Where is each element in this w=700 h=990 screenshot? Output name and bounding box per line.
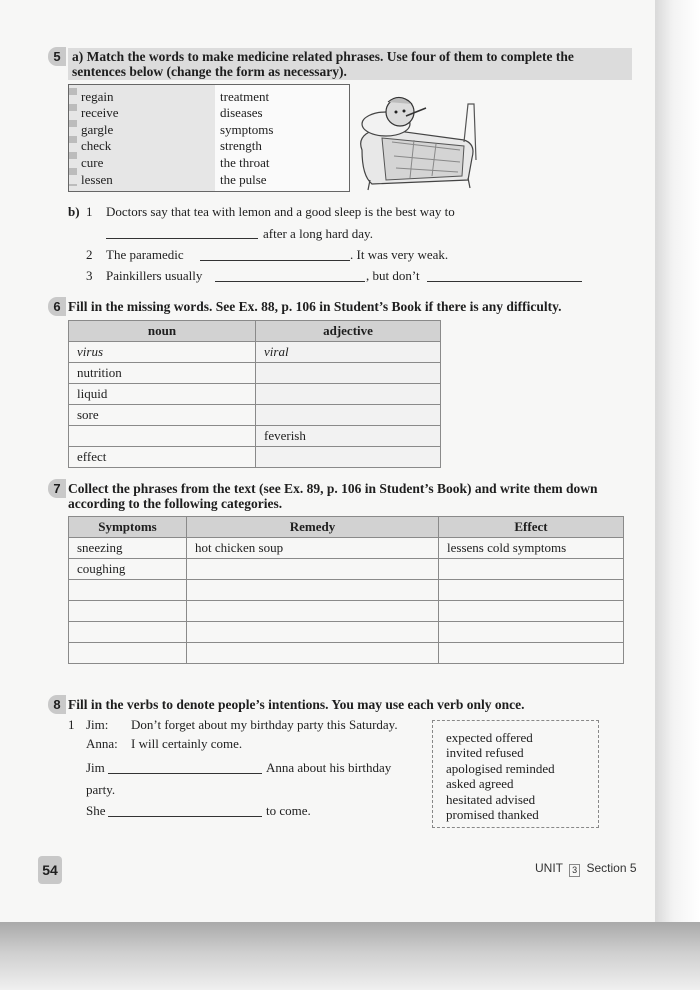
symptom-cell: coughing bbox=[69, 559, 187, 580]
exercise-8-number: 8 bbox=[48, 695, 66, 714]
symptom-cell[interactable] bbox=[69, 643, 187, 664]
effect-cell[interactable] bbox=[439, 559, 624, 580]
answer-blank[interactable] bbox=[106, 238, 258, 239]
table-row bbox=[69, 622, 624, 643]
answer-blank[interactable] bbox=[108, 773, 262, 774]
symptoms-remedy-effect-table bbox=[68, 516, 624, 664]
table-row bbox=[69, 426, 441, 447]
symptom-cell[interactable] bbox=[69, 601, 187, 622]
speaker-anna: Anna: bbox=[86, 736, 118, 751]
table-row bbox=[69, 559, 624, 580]
exercise-7-number: 7 bbox=[48, 479, 66, 498]
noun-adjective-table bbox=[68, 320, 441, 468]
sentence-3-start: Painkillers usually bbox=[106, 268, 203, 283]
jim-line: Don’t forget about my birthday party this Saturday. bbox=[131, 717, 398, 732]
left-word: cure bbox=[81, 155, 104, 170]
header-effect: Effect bbox=[439, 517, 624, 538]
exercise-7-instruction: Collect the phrases from the text (see Ex. 89, p. 106 in Student’s Book) and write them down according to the following categories. bbox=[68, 481, 598, 511]
table-row bbox=[69, 643, 624, 664]
sentence-1-number: 1 bbox=[86, 204, 93, 219]
unit-number: 3 bbox=[569, 864, 580, 877]
adjective-cell: viral bbox=[256, 342, 441, 363]
exercise-6-number: 6 bbox=[48, 297, 66, 316]
exercise-5-number: 5 bbox=[48, 47, 66, 66]
sentence-2-start: The paramedic bbox=[106, 247, 184, 262]
verb-pair: promised thanked bbox=[446, 807, 539, 822]
sentence-1-text: Doctors say that tea with lemon and a good sleep is the best way to bbox=[106, 204, 455, 219]
unit-section-label bbox=[535, 861, 637, 877]
page-edge bbox=[655, 0, 700, 990]
verb-pair: apologised reminded bbox=[446, 761, 555, 776]
left-word: regain bbox=[81, 89, 114, 104]
page-bottom-shadow bbox=[0, 922, 700, 990]
noun-cell: liquid bbox=[69, 384, 256, 405]
item-number: 1 bbox=[68, 717, 75, 732]
header-adjective: adjective bbox=[256, 321, 441, 342]
right-word: the throat bbox=[220, 155, 270, 170]
adjective-cell[interactable] bbox=[256, 384, 441, 405]
exercise-5-instruction: a) Match the words to make medicine related phrases. Use four of them to complete the sentences below (change the form as necessary). bbox=[68, 48, 632, 80]
table-row bbox=[69, 405, 441, 426]
answer-blank[interactable] bbox=[215, 281, 365, 282]
adjective-cell[interactable] bbox=[256, 363, 441, 384]
table-row bbox=[69, 580, 624, 601]
she-label: She bbox=[86, 803, 106, 818]
verb-pair: asked agreed bbox=[446, 776, 514, 791]
symptom-cell[interactable] bbox=[69, 622, 187, 643]
answer-blank[interactable] bbox=[200, 260, 350, 261]
table-row bbox=[69, 384, 441, 405]
right-word: treatment bbox=[220, 89, 270, 104]
sick-person-in-bed-illustration bbox=[352, 80, 480, 192]
party-text: party. bbox=[86, 782, 116, 797]
right-word: diseases bbox=[220, 105, 263, 120]
header-noun: noun bbox=[69, 321, 256, 342]
anna-about-text: Anna about his birthday bbox=[266, 760, 392, 775]
effect-cell: lessens cold symptoms bbox=[439, 538, 624, 559]
effect-cell[interactable] bbox=[439, 622, 624, 643]
remedy-cell[interactable] bbox=[187, 622, 439, 643]
symptom-cell[interactable] bbox=[69, 580, 187, 601]
sentence-3-mid: , but don’t bbox=[366, 268, 420, 283]
sentence-1-end: after a long hard day. bbox=[263, 226, 373, 241]
remedy-cell[interactable] bbox=[187, 643, 439, 664]
table-row bbox=[69, 342, 441, 363]
verb-pair: expected offered bbox=[446, 730, 533, 745]
answer-blank[interactable] bbox=[108, 816, 262, 817]
answer-blank[interactable] bbox=[427, 281, 582, 282]
adjective-cell: feverish bbox=[256, 426, 441, 447]
effect-cell[interactable] bbox=[439, 601, 624, 622]
table-row bbox=[69, 363, 441, 384]
remedy-cell: hot chicken soup bbox=[187, 538, 439, 559]
page-number: 54 bbox=[38, 856, 62, 884]
effect-cell[interactable] bbox=[439, 580, 624, 601]
part-b-label: b) bbox=[68, 204, 80, 219]
table-row bbox=[69, 601, 624, 622]
left-word: check bbox=[81, 138, 112, 153]
sentence-2-number: 2 bbox=[86, 247, 93, 262]
left-word: lessen bbox=[81, 172, 113, 187]
verb-pair: invited refused bbox=[446, 745, 524, 760]
right-word: symptoms bbox=[220, 122, 274, 137]
noun-cell[interactable] bbox=[69, 426, 256, 447]
header-symptoms: Symptoms bbox=[69, 517, 187, 538]
section-label: Section 5 bbox=[586, 861, 637, 875]
left-word: receive bbox=[81, 105, 119, 120]
effect-cell[interactable] bbox=[439, 643, 624, 664]
exercise-6-instruction: Fill in the missing words. See Ex. 88, p. 106 in Student’s Book if there is any difficulty. bbox=[68, 299, 562, 314]
right-word: strength bbox=[220, 138, 262, 153]
to-come-text: to come. bbox=[266, 803, 311, 818]
unit-label: UNIT bbox=[535, 861, 563, 875]
verb-pair: hesitated advised bbox=[446, 792, 536, 807]
sentence-3-number: 3 bbox=[86, 268, 93, 283]
jim-label: Jim bbox=[86, 760, 105, 775]
side-marks bbox=[69, 88, 77, 186]
header-remedy: Remedy bbox=[187, 517, 439, 538]
table-row bbox=[69, 538, 624, 559]
remedy-cell[interactable] bbox=[187, 601, 439, 622]
noun-cell: effect bbox=[69, 447, 256, 468]
right-word: the pulse bbox=[220, 172, 267, 187]
noun-cell: sore bbox=[69, 405, 256, 426]
sentence-2-end: . It was very weak. bbox=[350, 247, 449, 262]
table-row bbox=[69, 447, 441, 468]
noun-cell: virus bbox=[69, 342, 256, 363]
adjective-cell[interactable] bbox=[256, 405, 441, 426]
adjective-cell[interactable] bbox=[256, 447, 441, 468]
symptom-cell: sneezing bbox=[69, 538, 187, 559]
word-match-box bbox=[68, 84, 350, 192]
speaker-jim: Jim: bbox=[86, 717, 109, 732]
left-word: gargle bbox=[81, 122, 114, 137]
remedy-cell[interactable] bbox=[187, 559, 439, 580]
remedy-cell[interactable] bbox=[187, 580, 439, 601]
exercise-8-instruction: Fill in the verbs to denote people’s intentions. You may use each verb only once. bbox=[68, 697, 525, 712]
verb-bank-box bbox=[432, 720, 599, 828]
noun-cell: nutrition bbox=[69, 363, 256, 384]
anna-line: I will certainly come. bbox=[131, 736, 243, 751]
